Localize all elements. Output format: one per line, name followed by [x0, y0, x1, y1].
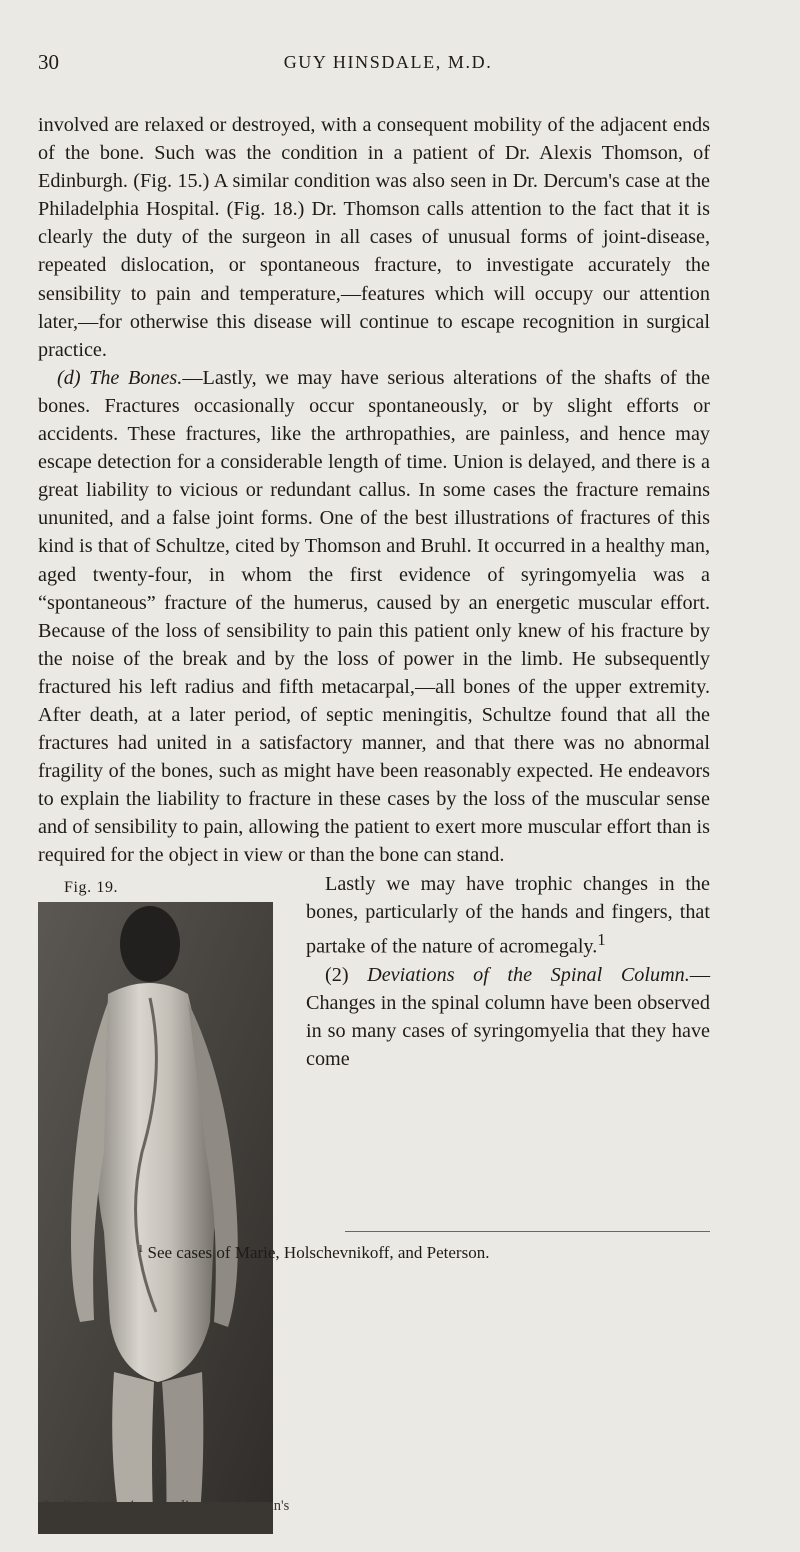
section-label-2: (2): [325, 963, 349, 986]
footnote: [138, 1238, 710, 1264]
figure-label: Fig. 19.: [64, 878, 119, 896]
paragraph-bones: [38, 364, 710, 870]
paragraph-spinal-body: —Changes in the spinal column have been observed in so many cases of syringomyelia that they have come: [306, 963, 711, 1070]
figure-19: [38, 870, 292, 1552]
section-heading-spinal: Deviations of the Spinal Column.: [367, 963, 690, 986]
page-header: [38, 50, 738, 80]
paragraph-bones-body: —Lastly, we may have serious alterations of the shafts of the bones. Fractures occasionally occur spontaneously, or by slight efforts or accidents. These fractures, like the arthropathies, are painless, and hence may escape detection for a considerable length of time. Union is delayed, and there is a great liability to vicious or redundant callus. In some cases the fracture remains ununited, and a false joint forms. One of the best illustrations of fractures of this kind is that of Schultze, cited by Thomson and Bruhl. It occurred in a healthy man, aged twenty-four, in whom the first evidence of syringomyelia was a “spontaneous” fracture of the humerus, caused by an energetic muscular effort. Because of the loss of sensibility to pain this patient only knew of his fracture by the noise of the break and by the loss of power in the limb. He subsequently fractured his left radius and fifth metacarpal,—all bones of the upper extremity. After death, at a later period, of septic meningitis, Schultze found that all the fractures had united in a satisfactory manner, and that there was no abnormal fragility of the bones, such as might have been reasonably expected. He endeavors to explain the liability to fracture in these cases by the loss of the muscular sense and of sensibility to pain, allowing the patient to exert more muscular effort than is required for the object in view or than the bone can stand.: [38, 366, 710, 867]
body-text: [38, 111, 710, 1552]
footnote-reference: 1: [597, 929, 606, 949]
figure-caption: Scoliosis in syringomyelia. (Curschmann's case.): [41, 1497, 290, 1531]
footnote-divider: [345, 1231, 710, 1232]
footnote-marker: 1: [138, 1243, 144, 1255]
scoliosis-photo-illustration: [38, 902, 273, 1534]
section-label-d: (d): [57, 366, 81, 389]
figure-photo: [38, 902, 273, 1534]
page-number: 30: [38, 50, 59, 74]
paragraph-joints: involved are relaxed or destroyed, with a consequent mobility of the adjacent ends of the bone. Such was the condition in a patient of Dr. Alexis Thomson, of Edinburgh. (Fig. 15.) A similar condition was also seen in Dr. Dercum's case at the Philadelphia Hospital. (Fig. 18.) Dr. Thomson calls attention to the fact that it is clearly the duty of the surgeon in all cases of unusual forms of joint-disease, repeated dislocation, or spontaneous fracture, to investigate accurately the sensibility to pain and temperature,—features which will occupy our attention later,—for otherwise this disease will continue to escape recognition in surgical practice.: [38, 114, 710, 361]
section-heading-bones: The Bones.: [89, 366, 183, 389]
running-head: GUY HINSDALE, M.D.: [283, 52, 493, 72]
footnote-text: See cases of Marie, Holschevnikoff, and Peterson.: [147, 1243, 490, 1262]
paragraph-trophic-body: Lastly we may have trophic changes in the bones, particularly of the hands and fingers, that partake of the nature of acromegaly.: [306, 872, 710, 958]
